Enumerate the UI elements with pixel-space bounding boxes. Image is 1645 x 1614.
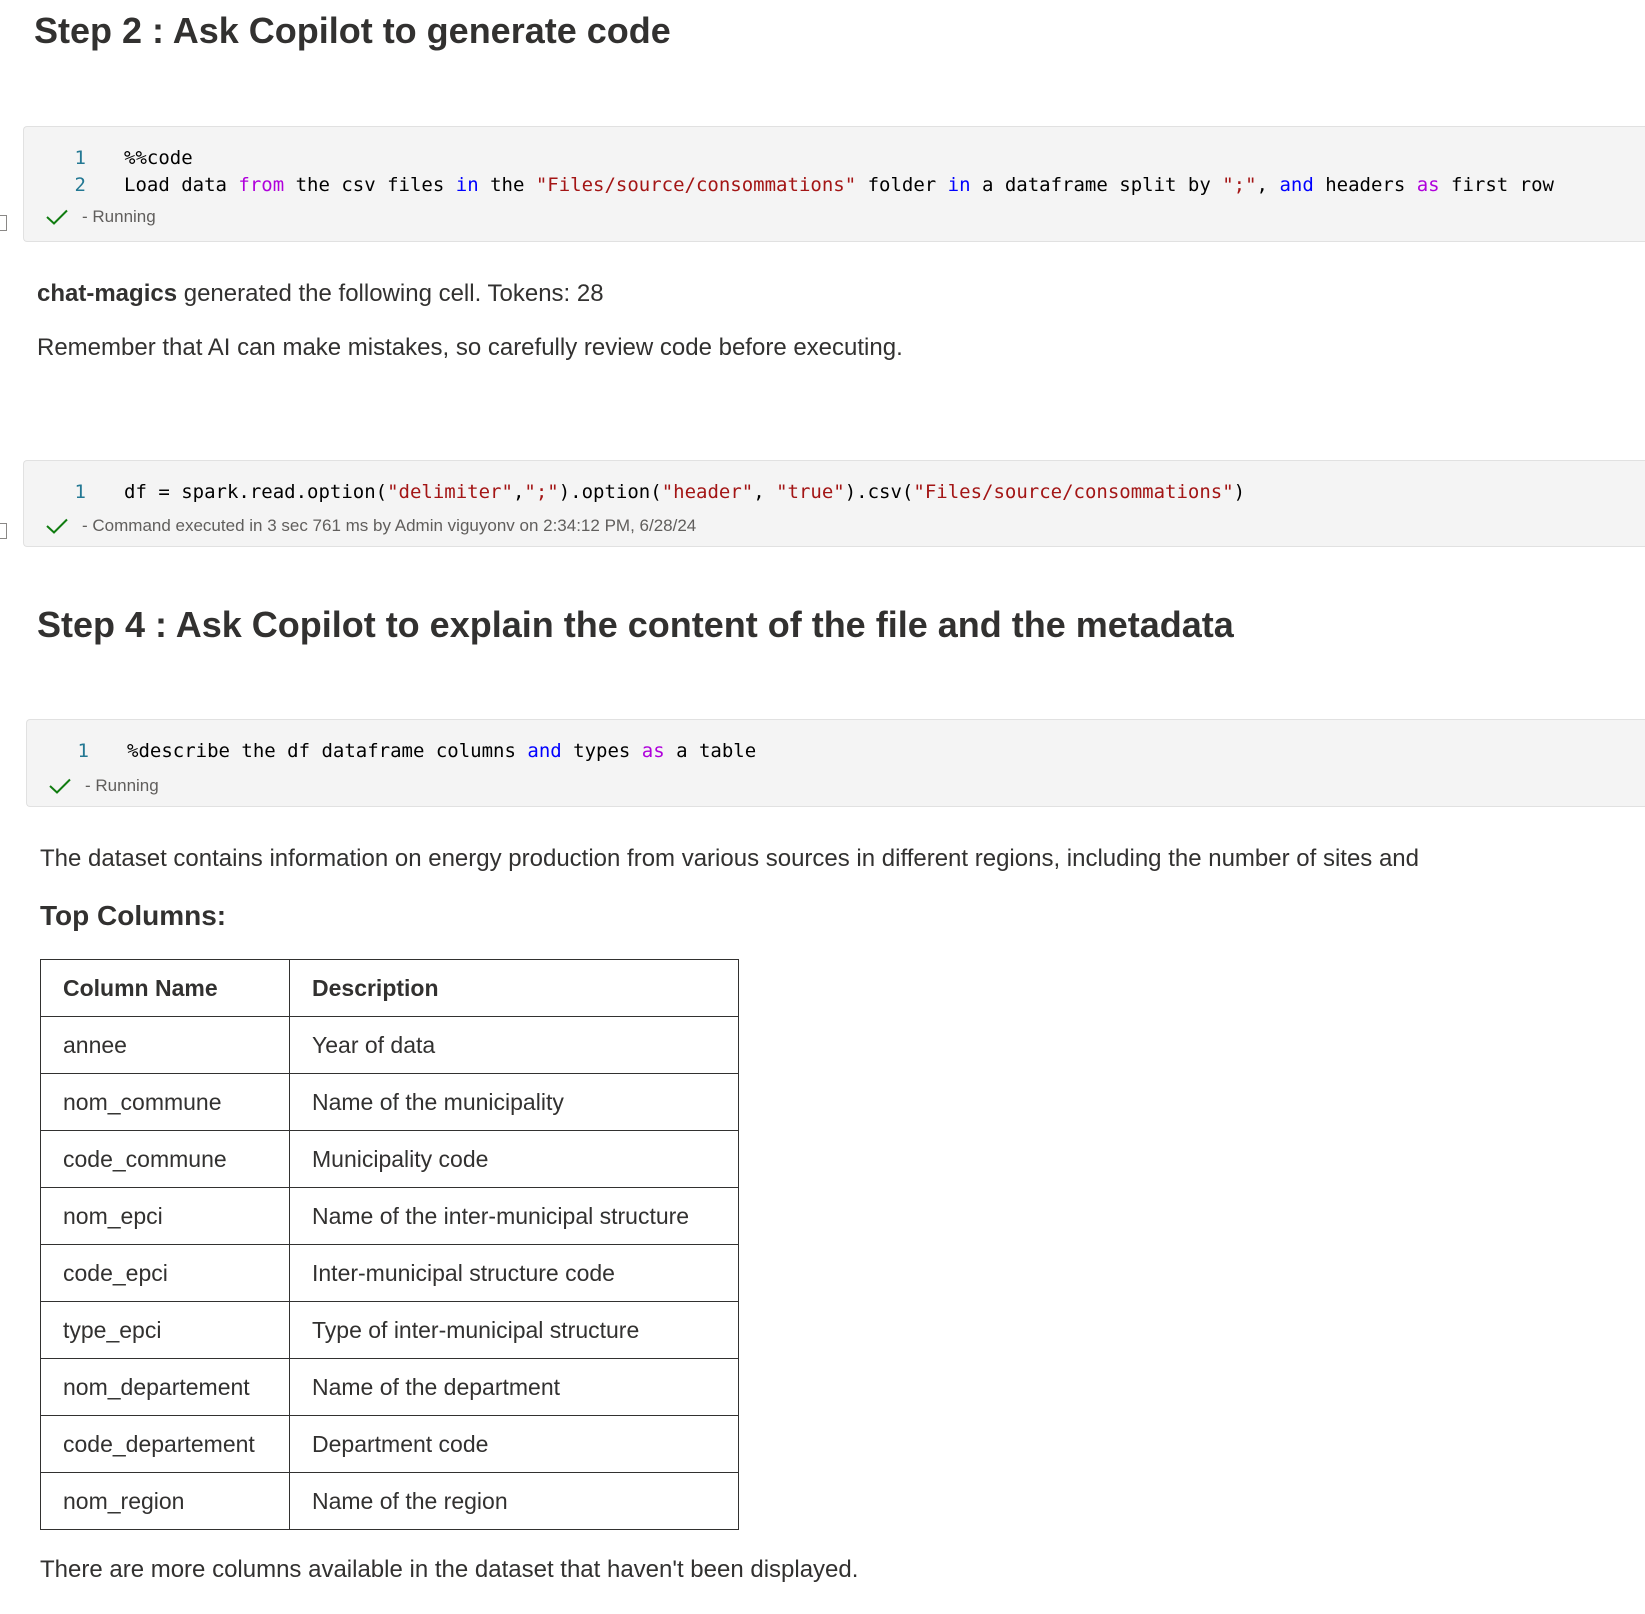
table-row: [41, 1074, 739, 1131]
code-text: %%code: [124, 147, 193, 169]
checkmark-icon: [49, 778, 71, 794]
description-cell: Department code: [290, 1416, 739, 1473]
code-token: a dataframe split by: [970, 174, 1223, 196]
table-row: [41, 1245, 739, 1302]
cell-collapse-handle[interactable]: [0, 523, 7, 539]
table-row: [41, 1302, 739, 1359]
code-string: "true": [776, 481, 845, 503]
more-columns-note: There are more columns available in the dataset that haven't been displayed.: [40, 1556, 859, 1583]
line-number: 1: [74, 481, 86, 503]
table-row: [41, 1416, 739, 1473]
code-string: ";": [1222, 174, 1257, 196]
ai-warning: Remember that AI can make mistakes, so carefully review code before executing.: [37, 334, 903, 361]
table-row: [41, 1017, 739, 1074]
column-name-cell: nom_departement: [41, 1359, 290, 1416]
code-cell-copilot-prompt[interactable]: [23, 126, 1645, 242]
table-header-row: [41, 960, 739, 1017]
code-line-2: [24, 174, 1554, 196]
dataset-summary: The dataset contains information on energy production from various sources in different regions, including the number of sites and: [40, 845, 1420, 872]
code-string: "Files/source/consommations": [913, 481, 1234, 503]
description-header: Description: [290, 960, 739, 1017]
code-token: %describe the df dataframe columns: [127, 740, 528, 762]
code-token: headers: [1313, 174, 1417, 196]
code-keyword: and: [527, 740, 562, 762]
code-string: "delimiter": [387, 481, 513, 503]
code-token: types: [561, 740, 642, 762]
column-name-cell: nom_commune: [41, 1074, 290, 1131]
description-cell: Name of the inter-municipal structure: [290, 1188, 739, 1245]
code-string: "Files/source/consommations": [535, 174, 857, 196]
column-name-cell: code_epci: [41, 1245, 290, 1302]
checkmark-icon: [46, 518, 68, 534]
code-cell-describe[interactable]: [26, 719, 1645, 807]
code-token: ): [1233, 481, 1246, 503]
code-line-1: [24, 481, 1245, 503]
column-name-cell: nom_region: [41, 1473, 290, 1530]
code-keyword: from: [238, 174, 285, 196]
step2-heading: Step 2 : Ask Copilot to generate code: [34, 10, 671, 51]
cell-status: [46, 516, 696, 536]
code-line-1: [24, 147, 193, 169]
table-row: [41, 1131, 739, 1188]
generator-name: chat-magics: [37, 280, 178, 307]
checkmark-icon: [46, 209, 68, 225]
column-name-cell: type_epci: [41, 1302, 290, 1359]
description-cell: Name of the department: [290, 1359, 739, 1416]
columns-table: [40, 959, 739, 1530]
description-cell: Municipality code: [290, 1131, 739, 1188]
top-columns-heading: Top Columns:: [40, 900, 227, 931]
code-token: ).csv(: [844, 481, 914, 503]
code-token: ,: [753, 481, 777, 503]
line-number: 2: [74, 174, 86, 196]
description-cell: Inter-municipal structure code: [290, 1245, 739, 1302]
code-keyword: and: [1279, 174, 1314, 196]
cell-collapse-handle[interactable]: [0, 215, 7, 231]
column-name-header: Column Name: [41, 960, 290, 1017]
code-token: the csv files: [284, 174, 456, 196]
cell-status: [46, 207, 156, 227]
column-name-cell: code_commune: [41, 1131, 290, 1188]
status-text: - Running: [85, 776, 159, 795]
description-cell: Name of the region: [290, 1473, 739, 1530]
step4-heading: Step 4 : Ask Copilot to explain the content of the file and the metadata: [37, 604, 1234, 645]
description-cell: Type of inter-municipal structure: [290, 1302, 739, 1359]
code-keyword: in: [455, 174, 479, 196]
generated-info-text: generated the following cell. Tokens: 28: [177, 280, 604, 307]
code-keyword: as: [641, 740, 665, 762]
code-token: the: [478, 174, 536, 196]
summary-container: [40, 845, 1440, 879]
table-row: [41, 1188, 739, 1245]
description-cell: Name of the municipality: [290, 1074, 739, 1131]
line-number: 1: [77, 740, 89, 762]
column-name-cell: nom_epci: [41, 1188, 290, 1245]
code-cell-generated[interactable]: [23, 460, 1645, 547]
code-token: ,: [512, 481, 525, 503]
code-string: ";": [524, 481, 559, 503]
code-token: folder: [856, 174, 948, 196]
description-cell: Year of data: [290, 1017, 739, 1074]
code-string: "header": [661, 481, 754, 503]
column-name-cell: code_departement: [41, 1416, 290, 1473]
code-token: ).option(: [558, 481, 662, 503]
column-name-cell: annee: [41, 1017, 290, 1074]
code-token: first row: [1439, 174, 1554, 196]
status-text: - Running: [82, 207, 156, 226]
table-row: [41, 1473, 739, 1530]
code-token: ,: [1256, 174, 1280, 196]
cell-status: [49, 776, 159, 796]
table-row: [41, 1359, 739, 1416]
code-token: df = spark.read.option(: [124, 481, 388, 503]
line-number: 1: [74, 147, 86, 169]
status-text: - Command executed in 3 sec 761 ms by Admin viguyonv on 2:34:12 PM, 6/28/24: [82, 516, 697, 535]
code-token: Load data: [124, 174, 239, 196]
code-token: a table: [664, 740, 757, 762]
code-line-1: [27, 740, 756, 762]
code-keyword: as: [1416, 174, 1440, 196]
code-keyword: in: [947, 174, 971, 196]
generated-info: [37, 280, 604, 308]
